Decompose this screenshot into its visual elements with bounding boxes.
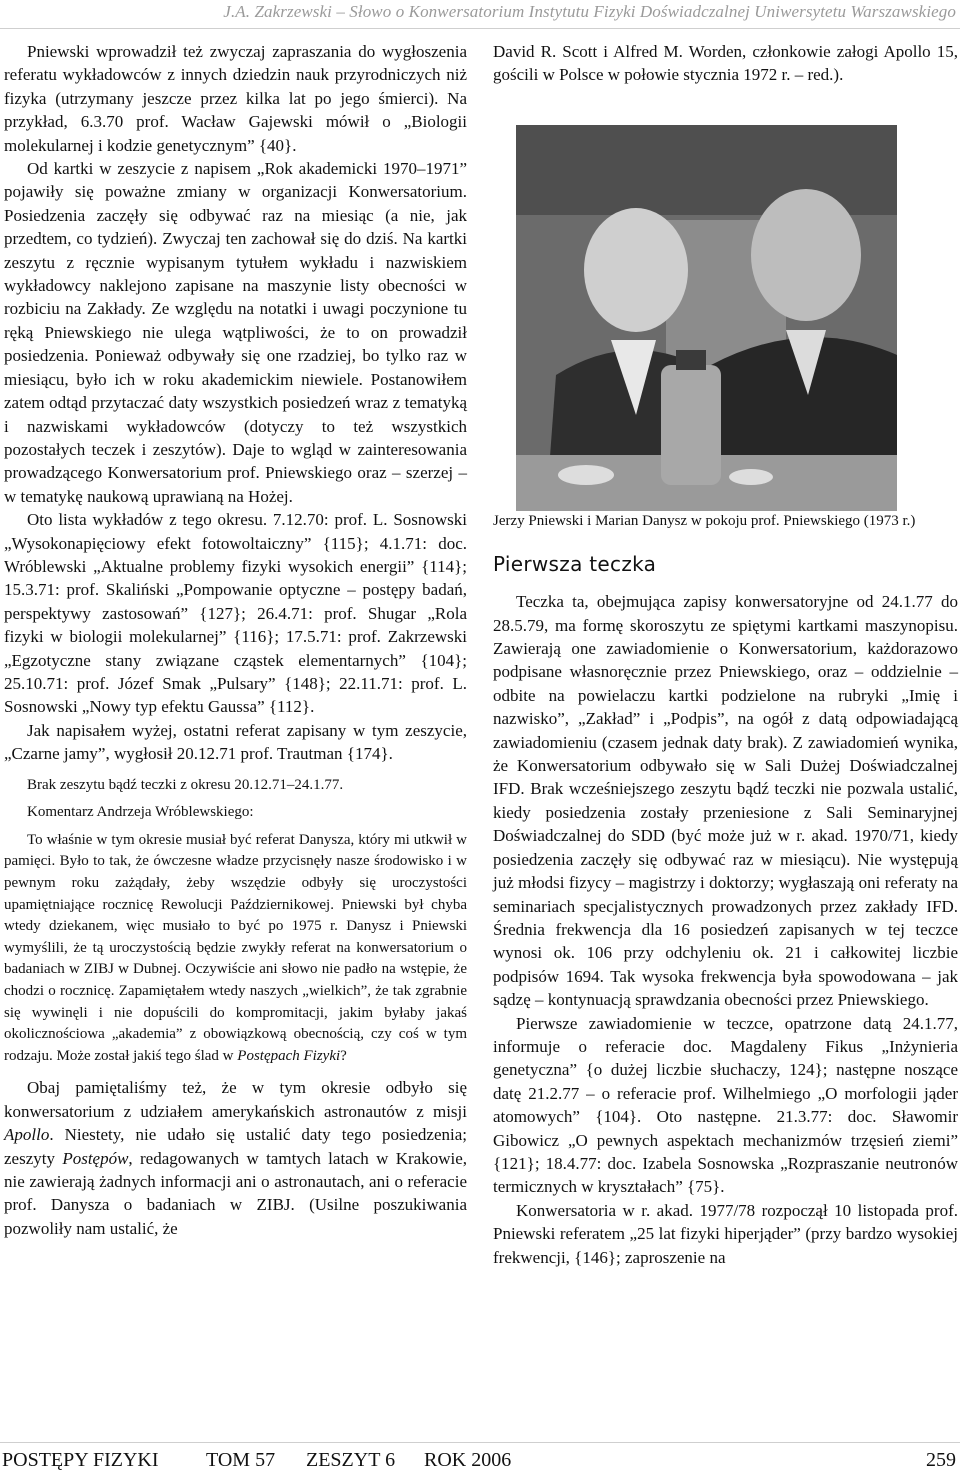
photo [516,125,897,511]
paragraph: Pniewski wprowadził też zwyczaj zapraszania do wygłoszenia referatu wykładowców z innych dziedzin nauk przyrodniczych niż fizyka (utrzymany jeszcze przez kilka lat po jego śmierci). Na przykład, 6.3.70 prof. Wacław Gajewski mówił o „Biologii molekularnej i kodzie genetycznym” {40}. [4,42,467,155]
journal-name: POSTĘPY FIZYKI [2,1449,159,1471]
page-number: 259 [926,1449,956,1471]
section-title: Pierwsza teczka [493,551,657,576]
photo-caption: Jerzy Pniewski i Marian Danysz w pokoju prof. Pniewskiego (1973 r.) [493,512,916,529]
paragraph: Teczka ta, obejmująca zapisy konwersatoryjne od 24.1.77 do 28.5.79, ma formę skoroszytu ze spiętymi kartkami maszynopisu. Zawierają one zawiadomienie o Konwersatorium, każdorazowo podpisane własnoręcznie przez Pniewskiego, oraz – oddzielnie – odbite na powielaczu kartki podzielone na rubryki „Imię i nazwisko”, „Zakład” i „Podpis”, na ogół z datą odpowiadającą zawiadomieniu (czasem jednak daty brak). Z zawiadomień wynika, że Konwersatorium odbywało się w Sali Dużej Doświadczalnej IFD. Brak wcześniejszego zeszytu bądź teczki nie pozwala ustalić, kiedy posiedzenia zostały przeniesione z Sali Seminaryjnej Doświadczalnej do SDD (być może już w r. akad. 1970/71, kiedy posiedzenia zaczęły się odbywać raz w miesiącu). Nie występują już młodsi fizycy – magistrzy i doktorzy; wygłaszają oni referaty na seminariach specjalistycznych prowadzonych przez zakłady IFD. Średnia frekwencja dla 16 posiedzeń zapisanych w tej teczce wynosi ok. 106 przy odchyleniu ok. 21 i całkowitej liczbie podpisów 1694. Tak wysoka frekwencja była spowodowana – jak sądzę – kontynuacją sprawdzania obecności przez Pniewskiego. [493,592,958,1010]
paragraph: Obaj pamiętaliśmy też, że w tym okresie odbyło się konwersatorium z udziałem amerykańskich astronautów z misji Apollo. Niestety, nie udało się ustalić daty tego posiedzenia; zeszyty Postępów, redagowanych w tamtych latach w Krakowie, nie zawierają żadnych informacji ani o astronautach, ani o referacie prof. Danysza o badaniach w ZIBJ. (Usilne poszukiwania pozwoliły nam ustalić, że [4,1078,467,1238]
right-column [493,40,958,1269]
paragraph: David R. Scott i Alfred M. Worden, członkowie załogi Apollo 15, gościli w Polsce w połowie stycznia 1972 r. – red.). [493,42,958,85]
running-head: J.A. Zakrzewski – Słowo o Konwersatorium Instytutu Fizyki Doświadczalnej Uniwersytetu Warszawskiego [0,2,960,29]
editor-note: Brak zeszytu bądź teczki z okresu 20.12.71–24.1.77. [27,776,344,793]
photo-image [516,125,897,511]
comment-text: To właśnie w tym okresie musiał być referat Danysza, który mi utkwił w pamięci. Było to tak, że ówczesne władze przycisnęły nasze środowisko i w pewnym roku zażądały, żeby wszędzie odbyły się uroczystości upamiętniające rocznicę Rewolucji Październikowej. Pniewski był chyba wtedy dziekanem, więc musiało to być po 1975 r. Danysz i Pniewski wymyślili, że tą uroczystością będzie zwykły referat na konwersatorium o badaniach w ZIBJ w Dubnej. Oczywiście ani słowo nie padło na wstępie, że chodzi o rocznicę. Zapamiętałem wtedy naszych „wielkich”, że tak zgrabnie się wywinęli i nie dopuścili do kompromitacji, jakim byłaby jakaś okolicznościowa „akademia” z obowiązkową obecnością, czy coś w tym rodzaju. Może został jakiś tego ślad w Postępach Fizyki? [4,831,467,1064]
page-footer [0,1442,960,1473]
volume: TOM 57 [206,1449,276,1471]
year: ROK 2006 [424,1449,512,1471]
paragraph: Konwersatoria w r. akad. 1977/78 rozpoczął 10 listopada prof. Pniewski referatem „25 lat fizyki hiperjąder” (przy bardzo wysokiej frekwencji, {146}; zaproszenie na [493,1200,958,1267]
left-column [4,40,467,1240]
paragraph: Oto lista wykładów z tego okresu. 7.12.70: prof. L. Sosnowski „Wysokonapięciowy efekt fotowoltaiczny” {115}; 4.1.71: doc. Wróblewski „Aktualne problemy fizyki wysokich energii” {114}; 15.3.71: prof. Skaliński „Pompowanie optyczne – postępy badań, perspektywy zastosowań” {127}; 26.4.71: prof. Shugar „Rola fizyki w biologii molekularnej” {116}; 17.5.71: prof. Zakrzewski „Egzotyczne stany związane cząstek elementarnych” {104}; 25.10.71: prof. Józef Smak „Pulsary” {148}; 22.11.71: prof. L. Sosnowski „Nowy typ efektu Gaussa” {112}. [4,510,467,717]
paragraph: Jak napisałem wyżej, ostatni referat zapisany w tym zeszycie, „Czarne jamy”, wygłosił 20.12.71 prof. Trautman {174}. [4,720,467,764]
issue: ZESZYT 6 [306,1449,396,1471]
comment-heading: Komentarz Andrzeja Wróblewskiego: [27,804,254,821]
paragraph: Pierwsze zawiadomienie w teczce, opatrzone datą 24.1.77, informuje o referacie doc. Magdaleny Fikus „Inżynieria genetyczna” {o dużej liczbie słuchaczy, 124}; następne noszące datę 21.2.77 – o referacie prof. Wilhelmiego „O morfologii jąder atomowych” {104}. Oto następne. 21.3.77: doc. Sławomir Gibowicz „O pewnych aspektach mechanizmów trzęsień ziemi” {121}; 18.4.77: doc. Izabela Sosnowska „Rozpraszanie neutronów termicznych w kryształach” {75}. [493,1013,958,1197]
paragraph: Od kartki w zeszycie z napisem „Rok akademicki 1970–1971” pojawiły się poważne zmiany w organizacji Konwersatorium. Posiedzenia zaczęły się odbywać raz na miesiąc (a nie, jak przedtem, co tydzień). Zwyczaj ten zachował się do dziś. Na kartki zeszytu z ręcznie wypisanym tytułem wykładu i nazwiskiem wykładowcy naklejono zapisane na maszynie listy obecności w rozbiciu na Zakłady. Ze względu na notatki i uwagi poczynione tu ręką Pniewskiego nie ulega wątpliwości, że to on prowadził posiedzenia. Ponieważ odbywały się one rzadziej, bo tylko raz w miesiącu, było ich w roku akademickim niewiele. Postanowiłem zatem odtąd przytaczać daty wszystkich posiedzeń wraz z tematyką i nazwiskami wykładowców (dotyczy to też wszystkich pozostałych teczek i zeszytów). Daje to wgląd w zainteresowania prowadzącego Konwersatorium prof. Pniewskiego oraz – szerzej – w tematykę naukową uprawianą na Hożej. [4,159,467,506]
